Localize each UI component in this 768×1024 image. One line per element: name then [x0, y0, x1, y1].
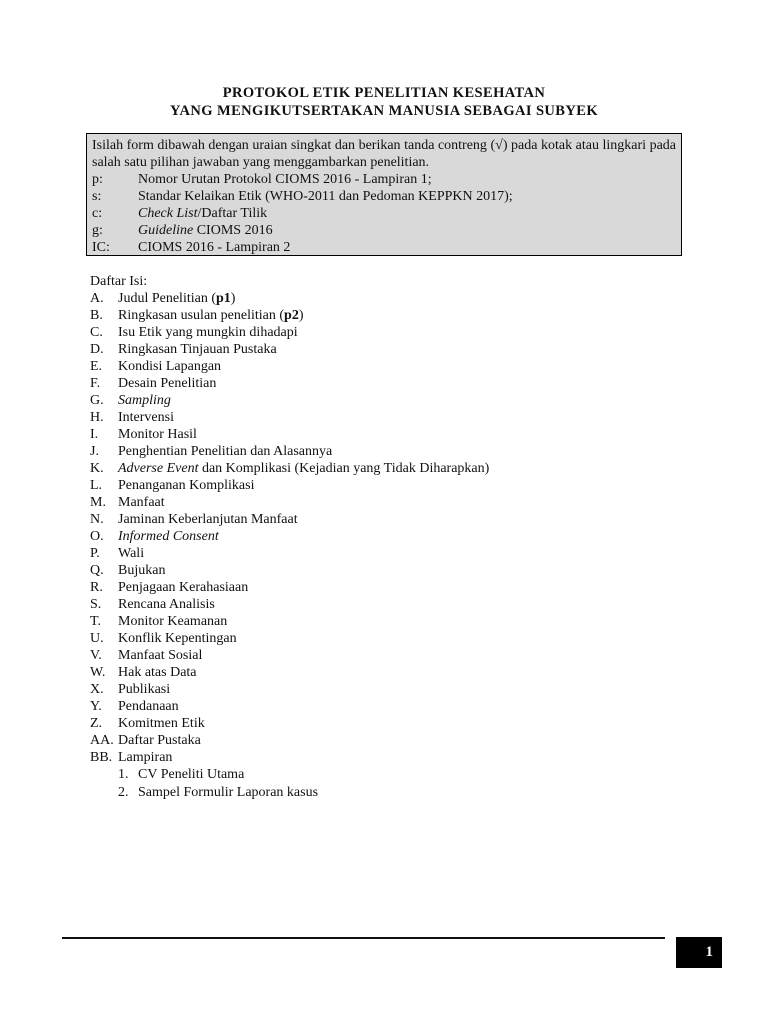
toc-item-plain: Kondisi Lapangan	[118, 359, 222, 374]
toc-item-plain: Penjagaan Kerahasiaan	[118, 580, 249, 595]
legend-row	[92, 222, 676, 239]
legend-value: CIOMS 2016 - Lampiran 2	[138, 240, 291, 255]
toc-item-text	[118, 596, 650, 613]
toc-item-letter: P.	[90, 546, 100, 561]
legend-row	[92, 188, 676, 205]
toc-item-plain: Komitmen Etik	[118, 716, 205, 731]
toc-item-text	[118, 375, 650, 392]
toc-item-plain: Lampiran	[118, 750, 173, 765]
toc-item-text	[118, 562, 650, 579]
toc-item	[90, 664, 650, 681]
toc-item-letter: L.	[90, 478, 103, 493]
toc-heading: Daftar Isi:	[90, 274, 148, 289]
toc-item-letter: X.	[90, 682, 104, 697]
legend-key: c:	[92, 206, 103, 221]
toc-item	[90, 426, 650, 443]
toc-item-suffix: )	[298, 308, 304, 323]
toc-item-letter: H.	[90, 410, 104, 425]
toc-item-text	[118, 664, 650, 681]
toc-item-text	[118, 460, 650, 477]
toc-item-letter: F.	[90, 376, 101, 391]
toc-item-text	[118, 511, 650, 528]
toc-sub-item-number: 1.	[118, 767, 129, 782]
toc-item-letter: T.	[90, 614, 102, 629]
toc-item	[90, 324, 650, 341]
toc-item-text	[118, 749, 650, 766]
legend-key: g:	[92, 223, 103, 238]
toc-item-text	[118, 443, 650, 460]
toc-item-plain: Monitor Keamanan	[118, 614, 228, 629]
toc-item-letter: D.	[90, 342, 104, 357]
toc-item	[90, 630, 650, 647]
legend-row	[92, 171, 676, 188]
toc-item-text	[118, 307, 650, 324]
toc-item-text	[118, 545, 650, 562]
toc-item	[90, 290, 650, 307]
toc-item-text	[118, 358, 650, 375]
toc-item-plain: Ringkasan usulan penelitian (	[118, 308, 285, 323]
toc-item-plain: Pendanaan	[118, 699, 179, 714]
toc-item-plain: Intervensi	[118, 410, 174, 425]
toc-item-suffix: dan Komplikasi (Kejadian yang Tidak Diharapkan)	[198, 461, 490, 476]
toc-sub-item	[90, 784, 650, 802]
toc-item-bold: p1	[216, 291, 231, 306]
toc-item	[90, 307, 650, 324]
toc-item-plain: Bujukan	[118, 563, 166, 578]
toc-sub-item-text: CV Peneliti Utama	[138, 767, 245, 782]
toc-item-text	[118, 324, 650, 341]
toc-item	[90, 341, 650, 358]
toc-item	[90, 511, 650, 528]
toc-item-text	[118, 341, 650, 358]
legend-value	[138, 205, 676, 222]
toc-item	[90, 579, 650, 596]
legend-value-rest: CIOMS 2016	[193, 223, 273, 238]
toc-item-letter: B.	[90, 308, 103, 323]
instruction-box	[86, 133, 682, 256]
toc-item-text	[118, 494, 650, 511]
toc-item-letter: S.	[90, 597, 102, 612]
toc-item-letter: C.	[90, 325, 103, 340]
page-title-line-2: YANG MENGIKUTSERTAKAN MANUSIA SEBAGAI SUBYEK	[170, 103, 598, 119]
toc-item-italic: Informed Consent	[118, 529, 219, 544]
toc-item-plain: Desain Penelitian	[118, 376, 217, 391]
toc-item-plain: Isu Etik yang mungkin dihadapi	[118, 325, 298, 340]
legend-row	[92, 239, 676, 256]
toc-item-text	[118, 409, 650, 426]
toc-item-text	[118, 528, 650, 545]
toc-item-plain: Penghentian Penelitian dan Alasannya	[118, 444, 333, 459]
legend-value-rest: /Daftar Tilik	[197, 206, 268, 221]
toc-sub-item-number: 2.	[118, 785, 129, 800]
instruction-text: Isilah form dibawah dengan uraian singkat dan berikan tanda contreng (√) pada kotak atau lingkari pada salah satu pilihan jawaban yang menggambarkan penelitian.	[92, 138, 676, 170]
toc-item	[90, 477, 650, 494]
toc-item	[90, 613, 650, 630]
toc-item-letter: Z.	[90, 716, 103, 731]
toc-item-bold: p2	[284, 308, 299, 323]
toc-item-text	[118, 392, 650, 409]
toc-item	[90, 715, 650, 732]
toc-item-text	[118, 477, 650, 494]
toc-item-plain: Jaminan Keberlanjutan Manfaat	[118, 512, 298, 527]
toc-item	[90, 460, 650, 477]
toc-item-plain: Ringkasan Tinjauan Pustaka	[118, 342, 277, 357]
page-title-line-1: PROTOKOL ETIK PENELITIAN KESEHATAN	[222, 85, 546, 101]
toc-item-plain: Wali	[118, 546, 145, 561]
toc-item-italic: Sampling	[118, 393, 171, 408]
legend-value	[138, 222, 676, 239]
toc-item-text	[118, 613, 650, 630]
toc-item-letter: U.	[90, 631, 104, 646]
toc-item-text	[118, 426, 650, 443]
toc-sub-item-text: Sampel Formulir Laporan kasus	[138, 785, 319, 800]
toc-item-letter: K.	[90, 461, 104, 476]
toc-item	[90, 698, 650, 715]
legend-value: Nomor Urutan Protokol CIOMS 2016 - Lampiran 1;	[138, 172, 432, 187]
toc-item-letter: AA.	[90, 733, 114, 748]
toc-item-letter: R.	[90, 580, 103, 595]
toc-item-text	[118, 715, 650, 732]
toc-item-letter: Y.	[90, 699, 102, 714]
toc-item	[90, 749, 650, 766]
toc-item-italic: Adverse Event	[118, 461, 199, 476]
toc-item-plain: Judul Penelitian (	[118, 291, 216, 306]
toc-item-letter: O.	[90, 529, 104, 544]
toc-item	[90, 528, 650, 545]
toc-item	[90, 562, 650, 579]
table-of-contents	[90, 273, 650, 802]
toc-item	[90, 358, 650, 375]
toc-item-text	[118, 732, 650, 749]
toc-item-letter: Q.	[90, 563, 104, 578]
toc-item-letter: G.	[90, 393, 104, 408]
toc-item	[90, 732, 650, 749]
toc-item-plain: Daftar Pustaka	[118, 733, 201, 748]
toc-item-text	[118, 681, 650, 698]
toc-item-text	[118, 698, 650, 715]
toc-item	[90, 392, 650, 409]
toc-item	[90, 443, 650, 460]
toc-item-plain: Publikasi	[118, 682, 171, 697]
toc-item	[90, 647, 650, 664]
toc-item-letter: N.	[90, 512, 104, 527]
legend-value-italic: Guideline	[138, 223, 194, 238]
toc-item	[90, 494, 650, 511]
toc-item	[90, 596, 650, 613]
legend-key: p:	[92, 172, 103, 187]
toc-item	[90, 681, 650, 698]
toc-item-letter: M.	[90, 495, 106, 510]
legend-key: s:	[92, 189, 102, 204]
toc-item-text	[118, 579, 650, 596]
toc-item-plain: Monitor Hasil	[118, 427, 197, 442]
toc-item-plain: Manfaat Sosial	[118, 648, 203, 663]
toc-item-suffix: )	[230, 291, 236, 306]
toc-sub-item	[90, 766, 650, 784]
page-number: 1	[676, 937, 722, 968]
toc-item	[90, 375, 650, 392]
legend-value-italic: Check List	[138, 206, 198, 221]
toc-item-letter: I.	[90, 427, 99, 442]
toc-item-plain: Penanganan Komplikasi	[118, 478, 255, 493]
toc-item-plain: Rencana Analisis	[118, 597, 215, 612]
toc-item-text	[118, 290, 650, 307]
toc-list	[90, 290, 650, 766]
toc-item-text	[118, 630, 650, 647]
toc-item-plain: Konflik Kepentingan	[118, 631, 237, 646]
legend-key: IC:	[92, 240, 110, 255]
toc-item-letter: BB.	[90, 750, 113, 765]
toc-item-text	[118, 647, 650, 664]
toc-item	[90, 545, 650, 562]
footer-rule	[62, 937, 665, 939]
toc-item-letter: W.	[90, 665, 106, 680]
toc-item-letter: E.	[90, 359, 103, 374]
toc-item-plain: Hak atas Data	[118, 665, 197, 680]
toc-item-plain: Manfaat	[118, 495, 165, 510]
toc-sub-list	[90, 766, 650, 802]
legend-value: Standar Kelaikan Etik (WHO-2011 dan Pedoman KEPPKN 2017);	[138, 189, 513, 204]
toc-item-letter: V.	[90, 648, 102, 663]
toc-item-letter: A.	[90, 291, 104, 306]
toc-item	[90, 409, 650, 426]
toc-item-letter: J.	[90, 444, 99, 459]
legend-row	[92, 205, 676, 222]
